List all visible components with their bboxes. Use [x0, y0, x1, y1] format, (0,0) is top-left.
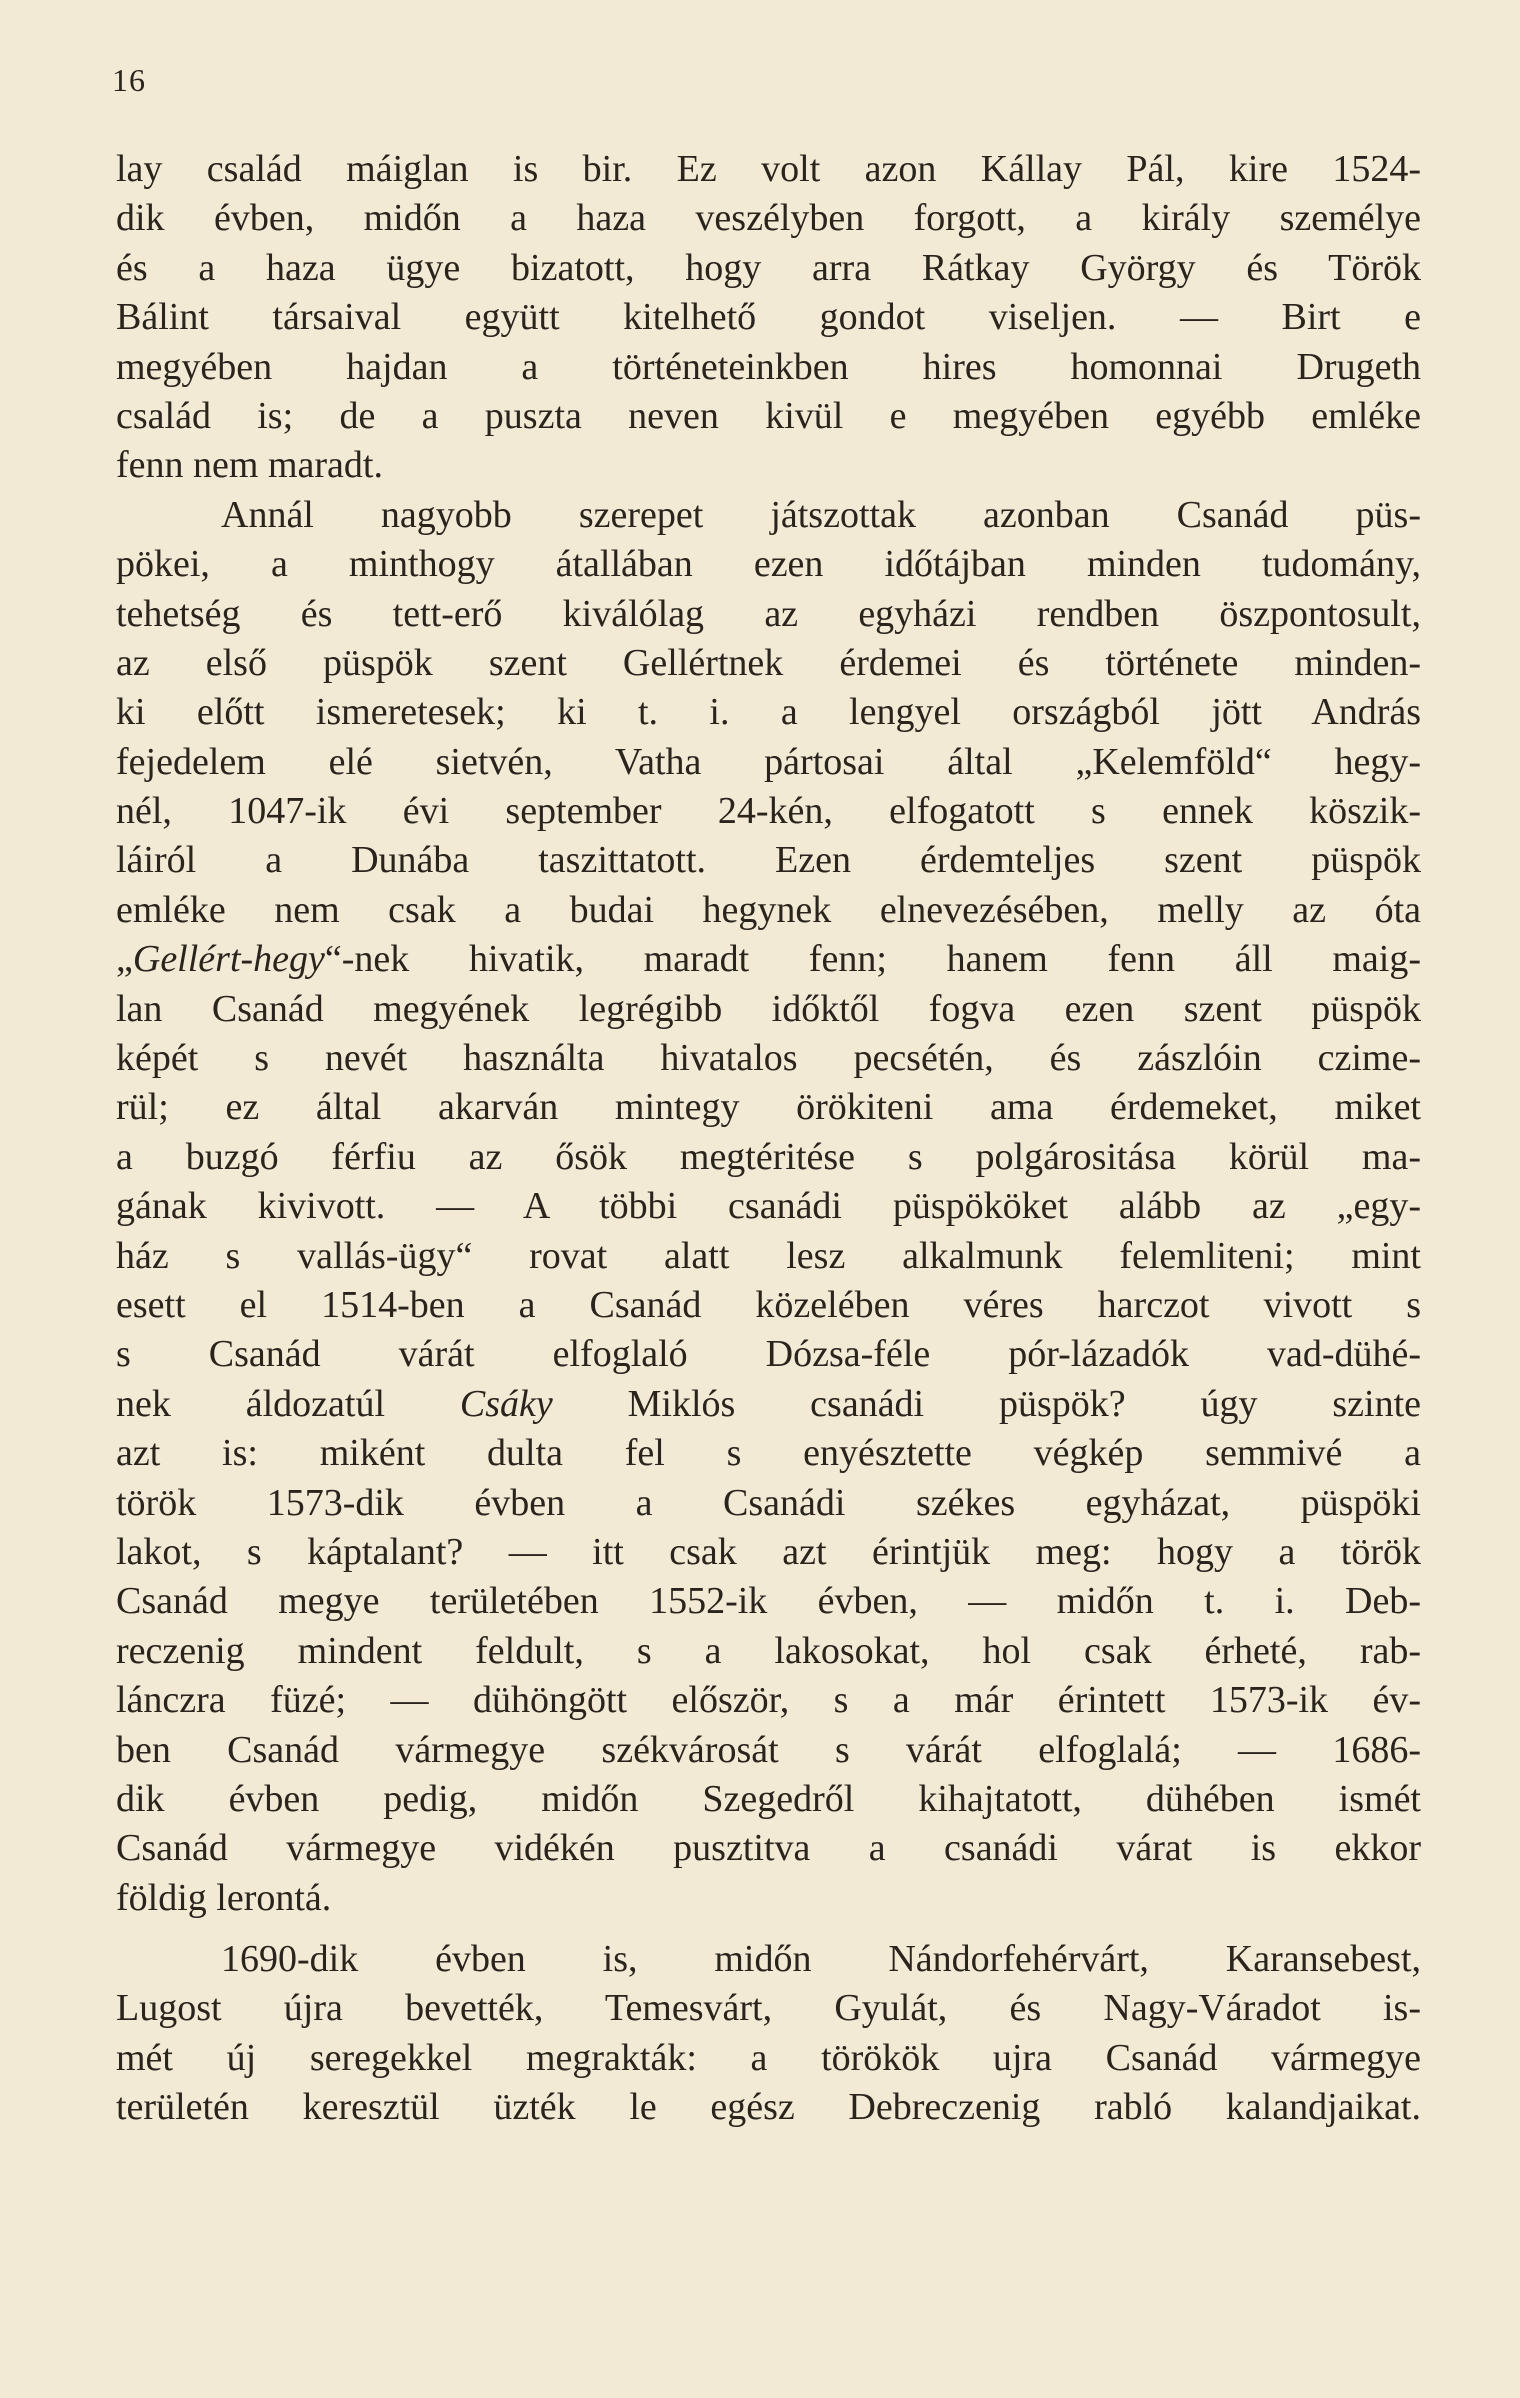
text-segment: rül; ez által akarván mintegy örökiteni ama érdemeket, miket	[116, 1086, 1421, 1129]
text-line	[116, 194, 1421, 243]
text-segment: reczenig mindent feldult, s a lakosokat, hol csak érheté, rab-	[116, 1629, 1421, 1672]
text-segment: fenn nem maradt.	[116, 444, 383, 487]
text-segment: képét s nevét használta hivatalos pecsétén, és zászlóin czime-	[116, 1037, 1421, 1080]
text-segment: Bálint társaival együtt kitelhető gondot viseljen. — Birt e	[116, 296, 1421, 339]
text-segment: gának kivivott. — A többi csanádi püspököket alább az „egy-	[116, 1185, 1421, 1228]
text-line	[116, 1528, 1421, 1577]
text-line	[116, 985, 1421, 1034]
text-line	[116, 1083, 1421, 1132]
text-segment: emléke nem csak a budai hegynek elnevezésében, melly az óta	[116, 888, 1421, 931]
text-line	[116, 343, 1421, 392]
text-line	[116, 1281, 1421, 1330]
text-line	[116, 293, 1421, 342]
text-segment: Annál nagyobb szerepet játszottak azonban Csanád püs-	[221, 493, 1421, 536]
text-line	[116, 639, 1421, 688]
text-line	[116, 1380, 1421, 1429]
text-segment: Csanád vármegye vidékén pusztitva a csanádi várat is ekkor	[116, 1827, 1421, 1870]
text-segment: mét új seregekkel megrakták: a törökök ujra Csanád vármegye	[116, 2036, 1421, 2079]
text-line	[116, 441, 1421, 490]
italic-name: Gellért-hegy	[132, 938, 325, 981]
text-segment: tehetség és tett-erő kiválólag az egyházi rendben öszpontosult,	[116, 592, 1421, 635]
text-line	[116, 1232, 1421, 1281]
text-line	[116, 836, 1421, 885]
text-segment: török 1573-dik évben a Csanádi székes egyházat, püspöki	[116, 1481, 1421, 1524]
text-segment: ben Csanád vármegye székvárosát s várát elfoglalá; — 1686-	[116, 1728, 1421, 1771]
text-segment: ház s vallás-ügy“ rovat alatt lesz alkalmunk felemliteni; mint	[116, 1234, 1421, 1277]
text-segment: Csanád megye területében 1552-ik évben, — midőn t. i. Deb-	[116, 1580, 1421, 1623]
text-segment: “-nek hivatik, maradt fenn; hanem fenn áll maig-	[324, 938, 1421, 981]
text-segment: dik évben pedig, midőn Szegedről kihajtatott, dühében ismét	[116, 1777, 1421, 1820]
text-line	[116, 1984, 1421, 2033]
text-segment: nek áldozatúl	[116, 1382, 460, 1425]
page-number: 16	[112, 62, 146, 98]
text-segment: láiról a Dunába taszittatott. Ezen érdemteljes szent püspök	[116, 839, 1421, 882]
text-segment: Miklós csanádi püspök? úgy szinte	[552, 1382, 1421, 1425]
text-line	[116, 2083, 1421, 2132]
text-line	[116, 590, 1421, 639]
text-line	[116, 491, 1421, 540]
text-segment: dik évben, midőn a haza veszélyben forgott, a király személye	[116, 197, 1421, 240]
text-segment: fejedelem elé sietvén, Vatha pártosai által „Kelemföld“ hegy-	[116, 740, 1421, 783]
text-line	[116, 2034, 1421, 2083]
text-segment: esett el 1514-ben a Csanád közelében véres harczot vivott s	[116, 1283, 1421, 1326]
text-segment: és a haza ügye bizatott, hogy arra Rátkay György és Török	[116, 246, 1421, 289]
body-text	[116, 145, 1421, 2133]
text-segment: földig lerontá.	[116, 1876, 332, 1919]
text-line	[116, 1479, 1421, 1528]
text-segment: család is; de a puszta neven kivül e megyében egyébb emléke	[116, 394, 1421, 437]
text-line	[116, 738, 1421, 787]
text-line	[116, 392, 1421, 441]
text-line	[116, 935, 1421, 984]
text-line	[116, 1034, 1421, 1083]
text-line	[116, 886, 1421, 935]
text-segment: Lugost újra bevették, Temesvárt, Gyulát, és Nagy-Váradot is-	[116, 1987, 1421, 2030]
text-line	[116, 145, 1421, 194]
text-segment: területén keresztül üzték le egész Debreczenig rabló kalandjaikat.	[116, 2086, 1421, 2129]
text-segment: ki előtt ismeretesek; ki t. i. a lengyel országból jött András	[116, 691, 1421, 734]
text-segment: lakot, s káptalant? — itt csak azt érintjük meg: hogy a török	[116, 1530, 1421, 1573]
text-segment: s Csanád várát elfoglaló Dózsa-féle pór-lázadók vad-dühé-	[116, 1333, 1421, 1376]
text-line	[116, 1676, 1421, 1725]
text-segment: azt is: miként dulta fel s enyésztette végkép semmivé a	[116, 1432, 1421, 1475]
text-line	[116, 787, 1421, 836]
text-line	[116, 1429, 1421, 1478]
italic-name: Csáky	[459, 1382, 553, 1425]
text-line	[116, 1935, 1421, 1984]
text-line	[116, 540, 1421, 589]
text-segment: megyében hajdan a történeteinkben hires homonnai Drugeth	[116, 345, 1421, 388]
text-segment: „	[116, 938, 133, 981]
text-line	[116, 1577, 1421, 1626]
text-line	[116, 1775, 1421, 1824]
text-segment: lan Csanád megyének legrégibb időktől fogva ezen szent püspök	[116, 987, 1421, 1030]
text-segment: 1690-dik évben is, midőn Nándorfehérvárt, Karansebest,	[221, 1938, 1421, 1981]
text-line	[116, 1133, 1421, 1182]
text-line	[116, 1182, 1421, 1231]
text-line	[116, 1330, 1421, 1379]
text-line	[116, 688, 1421, 737]
text-segment: lay család máiglan is bir. Ez volt azon Kállay Pál, kire 1524-	[116, 148, 1421, 190]
text-line	[116, 1874, 1421, 1923]
text-line	[116, 244, 1421, 293]
text-line	[116, 1824, 1421, 1873]
text-segment: az első püspök szent Gellértnek érdemei és története minden-	[116, 641, 1421, 684]
text-line	[116, 1627, 1421, 1676]
text-segment: pökei, a minthogy átallában ezen időtájban minden tudomány,	[116, 543, 1421, 586]
text-line	[116, 1726, 1421, 1775]
text-segment: nél, 1047-ik évi september 24-kén, elfogatott s ennek köszik-	[116, 790, 1421, 833]
text-segment: a buzgó férfiu az ősök megtéritése s polgárositása körül ma-	[116, 1135, 1421, 1178]
text-segment: lánczra füzé; — dühöngött először, s a már érintett 1573-ik év-	[116, 1679, 1421, 1722]
